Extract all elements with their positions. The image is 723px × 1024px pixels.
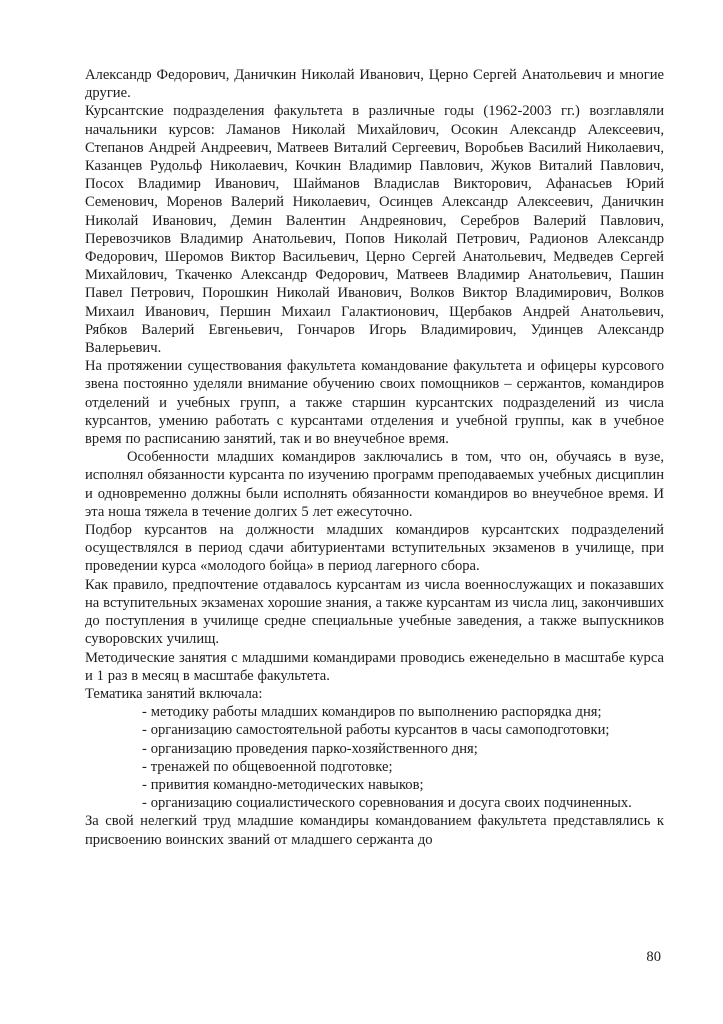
paragraph: На протяжении существования факультета командование факультета и офицеры курсового звена постоянно уделяли внимание обучению своих помощников – сержантов, командиров отделений и учебных групп, а также старшин курсантских подразделений из числа курсантов, умению работать с курсантами отделения и учебной группы, как в учебное время по расписанию занятий, так и во внеучебное время. xyxy=(85,358,664,448)
paragraph: Тематика занятий включала: xyxy=(85,685,263,702)
paragraph: - организацию проведения парко-хозяйственного дня; xyxy=(142,740,478,757)
paragraph: - организацию социалистического соревнования и досуга своих подчиненных. xyxy=(142,795,632,812)
paragraph: Подбор курсантов на должности младших командиров курсантских подразделений осуществлялся в период сдачи абитуриентами вступительных экзаменов в училище, при проведении курса «молодого бойца» в период лагерного сбора. xyxy=(85,522,664,575)
paragraph: Методические занятия с младшими командирами проводись еженедельно в масштабе курса и 1 раз в месяц в масштабе факультета. xyxy=(85,649,664,684)
paragraph: Особенности младших командиров заключались в том, что он, обучаясь в вузе, исполнял обязанности курсанта по изучению программ преподаваемых учебных дисциплин и одновременно должны были исполнять обязанности командиров во внеучебное время. И эта ноша тяжела в течение долгих 5 лет ежесуточно. xyxy=(85,449,664,520)
paragraph: Курсантские подразделения факультета в различные годы (1962-2003 гг.) возглавляли начальники курсов: Ламанов Николай Михайлович, Осокин Александр Алексеевич, Степанов Андрей Андреевич, Матвеев Виталий Сергеевич, Воробьев Василий Николаевич, Казанцев Рудольф Николаевич, Кочкин Владимир Павлович, Жуков Виталий Павлович, Посох Владимир Иванович, Шайманов Владислав Викторович, Афанасьев Юрий Семенович, Моренов Валерий Николаевич, Осинцев Александр Алексеевич, Даничкин Николай Иванович, Демин Валентин Андреянович, Серебров Валерий Павлович, Перевозчиков Владимир Анатольевич, Попов Николай Петрович, Радионов Александр Федорович, Шеромов Виктор Васильевич, Церно Сергей Анатольевич, Медведев Сергей Михайлович, Ткаченко Александр Федорович, Матвеев Владимир Анатольевич, Пашин Павел Петрович, Порошкин Николай Иванович, Волков Виктор Владимирович, Волков Михаил Иванович, Першин Михаил Галактионович, Щербаков Андрей Анатольевич, Рябков Валерий Евгеньевич, Гончаров Игорь Владимирович, Удинцев Александр Валерьевич. xyxy=(85,103,664,357)
paragraph: За свой нелегкий труд младшие командиры командованием факультета представлялись к присвоению воинских званий от младшего сержанта до xyxy=(85,813,664,848)
paragraph: - тренажей по общевоенной подготовке; xyxy=(142,758,393,775)
paragraph: - привития командно-методических навыков; xyxy=(142,776,424,793)
paragraph: Александр Федорович, Даничкин Николай Иванович, Церно Сергей Анатольевич и многие другие. xyxy=(85,67,664,102)
page-number: 80 xyxy=(646,949,661,965)
paragraph: - организацию самостоятельной работы курсантов в часы самоподготовки; xyxy=(142,722,610,739)
document-body xyxy=(85,66,664,849)
paragraph: Как правило, предпочтение отдавалось курсантам из числа военнослужащих и показавших на вступительных экзаменах хорошие знания, а также курсантам из числа лиц, закончивших до поступления в училище средне специальные учебные заведения, а также выпускников суворовских училищ. xyxy=(85,576,664,648)
paragraph: - методику работы младших командиров по выполнению распорядка дня; xyxy=(142,704,602,721)
